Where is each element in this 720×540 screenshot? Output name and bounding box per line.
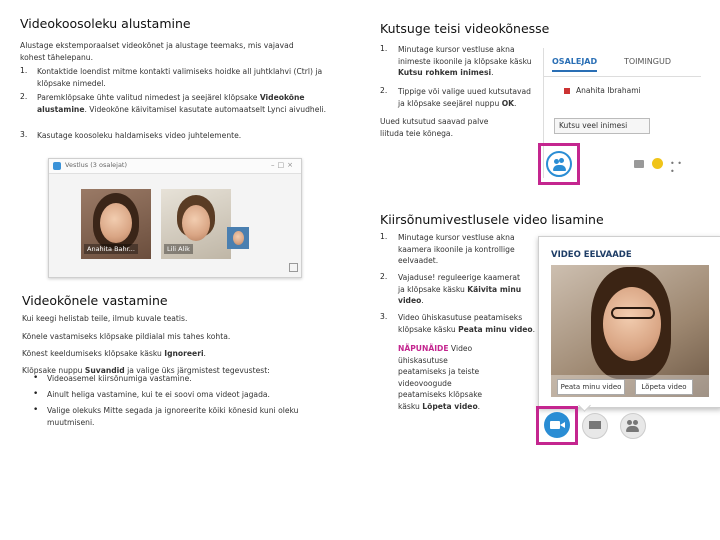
step-text-part: Paremklõpsake ühte valitud nimedest ja seejärel klõpsake xyxy=(37,93,260,102)
step-text-bold: OK xyxy=(501,98,515,108)
step-text-bold: Käivita minu video xyxy=(398,284,522,305)
paragraph-bold: Ignoreeri xyxy=(164,349,204,358)
present-screen-icon[interactable] xyxy=(582,413,608,439)
paragraph xyxy=(22,348,322,360)
paragraph-part: ja valige üks järgmistest tegevustest: xyxy=(124,366,270,375)
monitor-shape xyxy=(589,421,601,429)
end-video-button[interactable]: Lõpeta video xyxy=(635,379,693,395)
step-number: 3. xyxy=(20,130,28,139)
participant-face xyxy=(182,205,210,241)
participant-name[interactable]: Anahita Ibrahami xyxy=(576,86,641,95)
video-preview-popup xyxy=(538,236,720,408)
participant-video[interactable] xyxy=(161,189,231,259)
video-call-window xyxy=(48,158,302,278)
camera-icon-body xyxy=(550,421,560,429)
step-number: 1. xyxy=(20,66,28,75)
step-number: 2. xyxy=(380,272,388,281)
tip-text-part: . xyxy=(477,401,481,411)
participants-icon[interactable] xyxy=(620,413,646,439)
step-text-part: Tippige või valige uued kutsutavad ja klõpsake seejärel nuppu xyxy=(398,87,531,108)
camera-icon-lens xyxy=(560,422,565,428)
self-preview-video[interactable] xyxy=(227,227,249,249)
bullet-text: Ainult heliga vastamine, kui te ei soovi oma videot jagada. xyxy=(47,390,270,399)
step-text-part: . xyxy=(532,324,536,334)
intro-text: Alustage ekstemporaalset videokõnet ja alustage teemaks, mis vajavad kohest tähelepanu. xyxy=(20,41,294,62)
participants-icon-body xyxy=(626,426,639,432)
section-title-invite-others: Kutsuge teisi videokõnesse xyxy=(380,21,550,36)
step-text xyxy=(37,66,327,89)
step-text-bold: Videokõne alustamine xyxy=(37,93,305,114)
step-text-bold: Kutsu rohkem inimesi xyxy=(398,68,492,77)
participant-name: Lili Alik xyxy=(164,244,193,254)
paragraph-part: . xyxy=(203,349,206,358)
preview-title: VIDEO EELVAADE xyxy=(551,250,632,260)
participants-icon-head xyxy=(627,420,632,425)
more-options-icon[interactable]: • • • xyxy=(670,159,682,176)
bullet-text: Videoasemel kiirsõnumiga vastamine. xyxy=(47,374,192,383)
preview-face xyxy=(603,287,661,361)
step-number: 2. xyxy=(380,86,388,95)
paragraph: Kui keegi helistab teile, ilmub kuvale teatis. xyxy=(22,314,188,323)
lync-logo-icon xyxy=(53,162,61,170)
step-text xyxy=(398,86,538,109)
step-text-part: Vajaduse! reguleerige kaamerat ja klõpsake käsku xyxy=(398,273,520,294)
tip-text-bold: Lõpeta video xyxy=(422,401,478,411)
preview-video xyxy=(551,265,709,397)
people-icon[interactable] xyxy=(546,151,572,177)
paragraph-part: Kõnest keeldumiseks klõpsake käsku xyxy=(22,349,165,358)
step-number: 1. xyxy=(380,232,388,241)
tab-participants[interactable]: OSALEJAD xyxy=(552,57,597,72)
section-title-start-video-meeting: Videokoosoleku alustamine xyxy=(20,16,191,31)
section-title-answer-video-call: Videokõnele vastamine xyxy=(22,293,168,308)
window-title: Vestlus (3 osalejat) xyxy=(65,161,128,169)
step-text-part: Minutage kursor vestluse akna inimeste ikoonile ja klõpsake käsku xyxy=(398,45,532,66)
step-text-part: . xyxy=(514,98,517,108)
paragraph-part: Klõpsake nuppu xyxy=(22,366,85,375)
preview-button-bar xyxy=(551,375,709,397)
section-title-add-video-to-im: Kiirsõnumivestlusele video lisamine xyxy=(380,212,604,227)
note-text: Uued kutsutud saavad palve liituda teie kõnega. xyxy=(380,117,489,138)
step-text: Minutage kursor vestluse akna kaamera ikoonile ja kontrollige eelvaadet. xyxy=(398,233,515,265)
pop-out-icon[interactable] xyxy=(289,263,298,272)
step-text-part: Video ühiskasutuse peatamiseks klõpsake käsku xyxy=(398,313,523,334)
step-number: 3. xyxy=(380,312,388,321)
step-text: Kasutage koosoleku haldamiseks video juhtelemente. xyxy=(37,131,242,140)
step-number: 2. xyxy=(20,92,28,101)
step-text-part: . xyxy=(421,296,424,305)
bullet-icon: • xyxy=(33,389,39,399)
step-number: 1. xyxy=(380,44,388,53)
presence-status-icon xyxy=(564,88,570,94)
step-text-bold: Peata minu video xyxy=(458,324,533,334)
stop-my-video-button[interactable]: Peata minu video xyxy=(557,379,625,395)
step-text xyxy=(398,272,528,307)
self-face xyxy=(233,231,244,245)
tab-actions[interactable]: TOIMINGUD xyxy=(624,57,672,66)
step-text xyxy=(37,92,327,115)
emoticon-icon[interactable] xyxy=(652,158,663,169)
participant-name: Anahita Bahr... xyxy=(84,244,138,254)
step-text xyxy=(398,44,538,79)
tip-text xyxy=(398,343,488,412)
people-icon-body xyxy=(553,165,566,171)
step-text-part: . xyxy=(491,68,494,77)
step-text-part: Kontaktide loendist mitme kontakti valimiseks hoidke all juhtklahvi (Ctrl) ja klõpsake nimedel. xyxy=(37,67,323,88)
paragraph: Kõnele vastamiseks klõpsake pildialal mis tahes kohta. xyxy=(22,332,231,341)
participant-face xyxy=(100,203,132,243)
bullet-icon: • xyxy=(33,405,39,415)
tip-label: NÄPUNÄIDE xyxy=(398,344,449,353)
panel-tabs xyxy=(544,48,701,77)
present-icon[interactable] xyxy=(634,160,644,168)
people-icon-head xyxy=(559,158,564,163)
participant-video[interactable] xyxy=(81,189,151,259)
window-titlebar xyxy=(49,159,301,174)
paragraph-bold: Suvandid xyxy=(84,366,125,375)
camera-icon[interactable] xyxy=(544,412,570,438)
window-controls-icon[interactable]: –□× xyxy=(271,161,296,169)
bullet-icon: • xyxy=(33,373,39,383)
participants-icon-head xyxy=(633,420,638,425)
glasses-icon xyxy=(611,307,655,319)
step-text-part: . Videokõne käivitamisel kasutate automaatselt Lynci aivudheli. xyxy=(84,104,327,114)
invite-more-people-button[interactable]: Kutsu veel inimesi xyxy=(554,118,650,134)
tip-text-part: Video ühiskasutuse peatamiseks ja teiste videovoogude peatamiseks klõpsake käsku xyxy=(398,344,483,411)
step-text xyxy=(398,312,538,335)
bullet-text: Valige olekuks Mitte segada ja ignoreerite kõiki kõnesid kuni oleku muutmiseni. xyxy=(47,406,299,427)
